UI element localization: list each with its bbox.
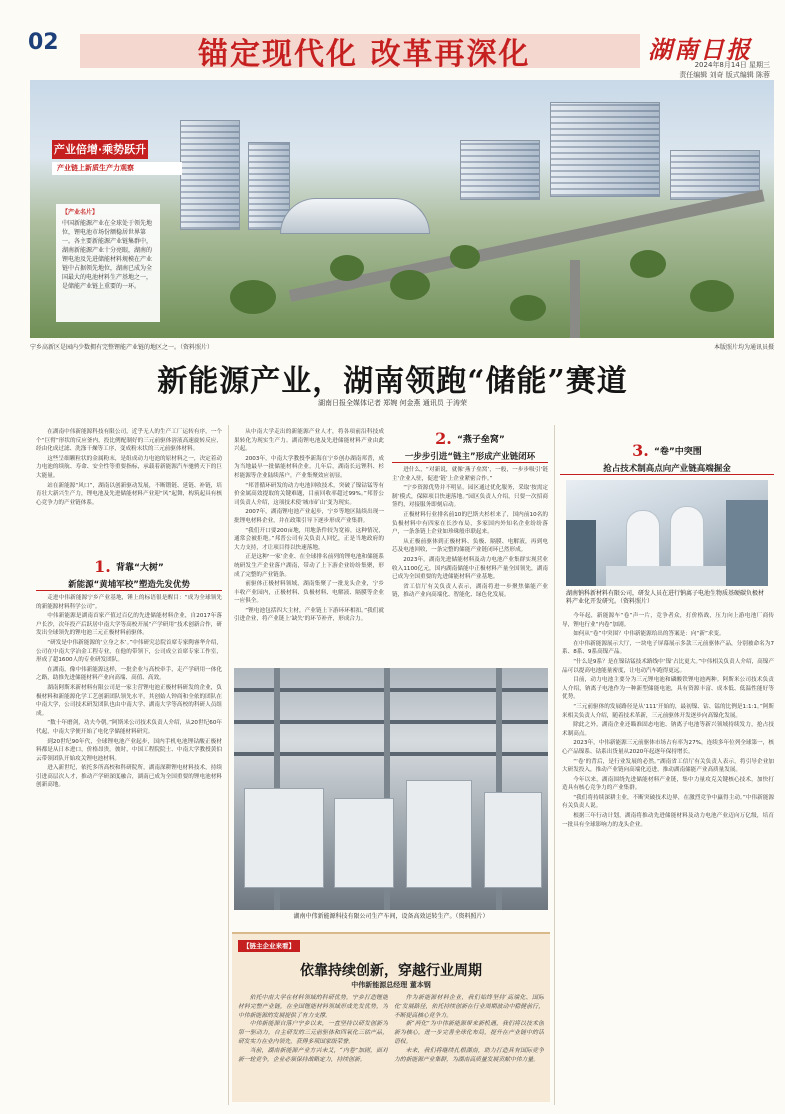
- section-2-title: “燕子垒窝”: [456, 435, 505, 445]
- column-2-body: [234, 428, 384, 660]
- lab-researchers-photo: [566, 480, 768, 586]
- paragraph: “锂电池包括四大主材，产业链上下游环环相扣。”我们就引进企业，将产业链上‘缺失’的环节补齐，形成合力。: [234, 607, 384, 623]
- editors-line: 责任编辑 刘奇 版式编辑 陈蓉: [679, 71, 770, 79]
- paragraph: 当前，湖南新能源产业方兴未艾，“内卷”加剧，面对新一轮竞争，企业必须保持战略定力，持续创新。: [238, 1047, 388, 1063]
- section-1-subtitle: 新能源“黄埔军校”塑造先发优势: [68, 580, 190, 590]
- factory-workshop-photo: [234, 668, 548, 910]
- paragraph: 这些呈细颗粒状的金属粉末，是组成动力电池的原材料之一，决定着动力电池的续航、寿命、安全性等重要指标，承载着新能源汽车驰骋天下的巨大能量。: [36, 455, 222, 479]
- paragraph: 2023年，中伟新能源三元前驱体市场占有率为27%，连续多年位列全球第一，核心产品镍系、钴系出货量从2020年起逐年保持增长。: [562, 740, 774, 755]
- paragraph: 今年起，新能源车“卷”声一片，竞争者众，打价格战，压力向上游电池厂商传导，锂电行业“内卷”加剧。: [562, 613, 774, 628]
- paragraph: 如何从“卷”中突围？中伟新能源给出的答案是：向“新”求变。: [573, 631, 725, 638]
- section-2-number: 2.: [435, 429, 452, 448]
- paragraph: 作为新能源材料企业，我们始终坚持‘高端化、国际化’发展路径，依托持续创新在行业周期波动中稳健前行，不断提高核心竞争力。: [394, 995, 544, 1019]
- paragraph: 到20世纪90年代，全球锂电池产业起步，国内手机电池锂钴酸正极材料都是从日本进口，价格昂贵。彼时，中国工程院院士、中南大学教授黄伯云带领团队开始攻关锂电池材料。: [36, 738, 222, 762]
- paragraph: 在湖南，像中伟新能源这样，一批企业与高校牵手，走产学研用一体化之路，助推先进储能材料产业向高端、高值、高效。: [36, 666, 222, 682]
- section-2-heading: [392, 428, 548, 462]
- section-divider: [392, 462, 548, 463]
- paragraph: 中伟新能源自落户宁乡以来，一直坚持以研发创新为第一驱动力，自主研发的三元前驱体和四氧化三钴产品，研发实力在业内领先，获得多项国家级荣誉。: [238, 1021, 388, 1045]
- issue-date: 2024年8月14日 星期三: [694, 61, 770, 69]
- section-1-title: 背靠“大树”: [115, 563, 164, 573]
- opinion-text-left: [238, 994, 388, 1098]
- paragraph: “我们将持续深耕主业，不断突破技术边界，在激烈竞争中赢得主动。”中伟新能源有关负责人说。: [562, 794, 774, 810]
- page-number: 02: [28, 30, 59, 55]
- paragraph: 前驱体正极材料领域，湖南集聚了一批龙头企业，宁乡丰收产业园内，正极材料、负极材料、电解液、隔膜等企业一应俱全。: [234, 581, 384, 605]
- paragraph: 正极材料行业排名前10的巴斯夫杉杉来了，国内前10名的负极材料中有四家在长沙布局，多家国内外知名企业纷纷落户，一条条链上企业如珍珠般串联起来。: [392, 511, 548, 536]
- paragraph: “邦普循环研发的动力电池回收技术，突破了镍钴锰等有价金属高效提取的关键难题，目前回收率超过99%。”邦普公司负责人介绍，这项技术使‘城市矿山’变为现实。: [234, 482, 384, 506]
- section-3-subtitle: 抢占技术制高点向产业链高端掘金: [603, 464, 731, 474]
- article-headline: 新能源产业，湖南领跑“储能”赛道: [157, 364, 628, 399]
- paragraph: 进什么，“对新说，就像‘燕子垒窝’，一般，一步步吸引‘链主’企业入驻，促进‘链’上企业紧密合作。”: [392, 467, 548, 482]
- paragraph: “我们开口要200亩地，用地条件较为宽裕，这种情况，通常会被拒绝。”邦普公司有关负责人回忆，正是当地政府的大力支持，才让项目得以快速落地。: [234, 527, 384, 551]
- section-title: 锚定现代化 改革再深化: [198, 37, 531, 72]
- paragraph: “‘卷’的背后，是行业发展的必然。”湖南省工信厅有关负责人表示，将引导企业加大研发投入，推动产业链向高端化迈进，推动湖南储能产业高质量发展。: [562, 758, 774, 774]
- paragraph: 2023年，湖南先进储能材料及动力电池产业集群实现营业收入1100亿元，国内湖南储能中正极材料产量全国领先，湖南已成为全国重要的先进储能材料产业基地。: [392, 556, 548, 581]
- paragraph: 2007年，湖南锂电池产业起步，宁乡等地区陆续出现一批锂电材料企业，并在政策引导下逐步形成产业集群。: [234, 509, 384, 524]
- section-3-title: “卷”中突围: [653, 447, 702, 457]
- column-divider: [228, 425, 229, 1105]
- section-2-body: [392, 466, 548, 662]
- section-divider: [560, 474, 774, 475]
- article-byline: 湖南日报全媒体记者 郑婉 何金燕 通讯员 于涛荣: [318, 399, 467, 407]
- paragraph: 2003年，中南大学教授李新海在宁乡创办湖南邦普，成为当地最早一批储能材料企业。几年后，湖南长远锂科、杉杉能源等企业陆续落户，产业集聚效应初显。: [234, 455, 384, 479]
- industry-card-title: 【产业名片】: [62, 209, 99, 216]
- paragraph: 从正极前驱体到正极材料、负极、隔膜、电解液，再到电芯及电池回收，一条完整的储能产业链闭环已然形成。: [392, 538, 548, 554]
- paragraph: “什么是9系？是在镍钴锰技术路线中‘镍’占比更大。”中伟相关负责人介绍，高镍产品可以提高电池能量密度，让电动汽车跑得更远。: [562, 658, 774, 674]
- section-3-body: [562, 612, 774, 1106]
- opinion-text-right: [394, 994, 544, 1098]
- column-divider: [554, 425, 555, 1105]
- paragraph: 湖南阿斯米新材料有限公司是一家主营锂电池正极材料研发的企业，负极材料和新能源化学工艺创新团队领先水平，其创始人钟商和全依的团队在中南大学，公司技术研发团队也由中南大学、湖南大学等高校的科研人员组成。: [36, 684, 222, 717]
- paragraph: 除此之外，湖南企业还瞄准固态电池、钠离子电池等新兴领域持续发力，抢占技术制高点。: [562, 722, 774, 737]
- paragraph: 站在新能源“风口”，湖南以创新驱动发展，不断锻链、延链、补链，培育壮大新兴生产力，锂电池及先进储能材料产业迎“风”起舞，构筑起具有核心竞争力的产业链体系。: [36, 482, 222, 506]
- paragraph: 新“两化”为中伟新能源带来新机遇，我们将以技术创新为核心，进一步完善全球化布局，提升在产业链中的话语权。: [394, 1021, 544, 1045]
- section-1-heading: [36, 556, 222, 590]
- opinion-author: 中伟新能源总经理 董本钢: [351, 981, 431, 989]
- section-3-number: 3.: [632, 441, 649, 460]
- masthead-logo: 湖南日报: [648, 35, 752, 64]
- paragraph: 省工信厅有关负责人表示，湖南将进一步聚焦储能产业链，推动产业向高端化、智能化、绿色化发展。: [392, 583, 548, 599]
- industry-card-text: 中国新能源产业在全球处于领先地位，锂电池市场份额稳居世界第一。各主要新能源产业链集群中，湖南新能源产业十分亮眼，湖南的锂电池及先进储能材料规模在产业链中占据领先地位，湖南已成为全国最大的电池材料生产基地之一，是储能产业链上重要的一环。: [62, 220, 153, 290]
- section-1-number: 1.: [94, 557, 111, 576]
- opinion-box: [232, 932, 550, 1102]
- factory-photo-caption: 湖南中伟新能源科技有限公司生产车间，设备高效运转生产。（资料照片）: [293, 913, 489, 920]
- paragraph: “研发是中伟新能源的‘立身之本’。”中伟研究总院首席专家陶睿华介绍，公司在中南大学冶金工程专业，在他的带领下，公司成立首席专家工作室，形成了超1600人的专业研发团队。: [36, 639, 222, 664]
- paragraph: 目前，动力电池主要分为三元锂电池和磷酸铁锂电池两种。阿斯米公司技术负责人介绍，钠离子电池作为一种新型储能电池，具有资源丰富、成本低、低温性能好等优势。: [562, 677, 774, 701]
- hero-caption: 宁乡高新区是园内少数拥有完整锂能产业链的地区之一。（资料照片）: [30, 344, 214, 351]
- section-divider: [36, 590, 222, 591]
- paragraph: 在中伟新能源展示大厅，一块电子屏幕展示多款三元前驱体产品，分别被命名为7系、8系、9系高镍产品。: [562, 640, 774, 656]
- paragraph: “数十年磨剑，功夫今朝。”阿斯米公司技术负责人介绍，从20世纪60年代起，中南大学便开始了电化学储能材料研究。: [36, 720, 222, 735]
- paragraph: 走进中伟新能源宁乡产业基地，锤上的标语很是醒目：“成为全球领先的新能源材料科学公司”。: [36, 595, 222, 610]
- series-badge: 产业倍增·乘势跃升: [52, 140, 148, 159]
- paragraph: 正是这种‘一家’企业、在全球排名前列的锂电池和储能系统研发生产企业落户湖南，带动了上下游企业纷纷集聚，形成了完整的产业链条。: [234, 554, 384, 578]
- lab-photo-caption: 湖南钠科新材料有限公司，研发人员在进行钠离子电池生物质基硬碳负极材料产业化开发研究。（资料照片）: [566, 590, 765, 605]
- industry-card: [56, 204, 160, 322]
- opinion-title: 依靠持续创新，穿越行业周期: [300, 963, 482, 979]
- paragraph: “宁乡资源优势并不明显，园区通过优化服务，采取‘按需定制’模式，保障项目快速落地。”园区负责人介绍，只要一次招商签约，对接服务即刻启动。: [392, 485, 548, 509]
- paragraph: 未来，我们将继续扎根湖南，助力打造具有国际竞争力的新能源产业集群，为湖南高质量发展贡献中伟力量。: [394, 1047, 544, 1063]
- paragraph: “三元前驱体的发展路径是从‘111’开始的，最初镍、钴、锰的比例是1:1:1。”阿斯米相关负责人介绍，随着技术革新，三元前驱体开发逐步向高镍化发展。: [562, 703, 774, 719]
- opinion-tag: 【链主企业来看】: [238, 940, 300, 952]
- section-1-body: [36, 594, 222, 1106]
- series-subtitle: 产业链上新质生产力观察: [52, 162, 182, 175]
- section-3-heading: [560, 440, 774, 474]
- paragraph: 在湖南中伟新能源科技有限公司，近乎无人的生产工厂运转有序，一个个“巨臂”形状的反应釜内，投比例配制好的三元前驱体溶液高速旋转反应，经由化成过滤、洗涤干燥等工序，变成粉末状的三元前驱体材料。: [36, 429, 222, 453]
- paragraph: 根据三年行动计划，湖南将推动先进储能材料及动力电池产业迈向万亿级，培育一批具有全球影响力的龙头企业。: [562, 813, 774, 828]
- paragraph: 中伟新能源是湖南首家产值过百亿的先进储能材料企业，自2017年落户长沙，次年投产后跃居中南大学等高校开展“产学研用”技术创新合作，研发出全球领先的锂电池三元正极材料前驱体。: [36, 613, 222, 637]
- paragraph: 今年以来，湖南围绕先进储能材料产业链，集中力量攻克关键核心技术，加快打造具有核心竞争力的产业集群。: [562, 776, 774, 792]
- paragraph: 从中南大学走出的新能源产业人才，将各项前沿科技成果转化为现实生产力。湖南锂电池及先进储能材料产业由此兴起。: [234, 429, 384, 453]
- section-2-subtitle: 一步步引进“链主”形成产业链闭环: [404, 452, 536, 462]
- paragraph: 进入新世纪，依托多所高校和科研院所，湖南深耕锂电材料技术，持续引进高层次人才，推动产学研深度融合，湖南已成为全国重要的锂电池材料创新高地。: [36, 765, 222, 789]
- photo-credit: 本版照片均为通讯员摄: [713, 344, 774, 351]
- paragraph: 依托中南大学在材料领域的科研优势，宁乡打造锂能材料完整产业链，在全国锂能材料领域形成先发优势，为中伟新能源的发展提供了有力支撑。: [238, 995, 388, 1019]
